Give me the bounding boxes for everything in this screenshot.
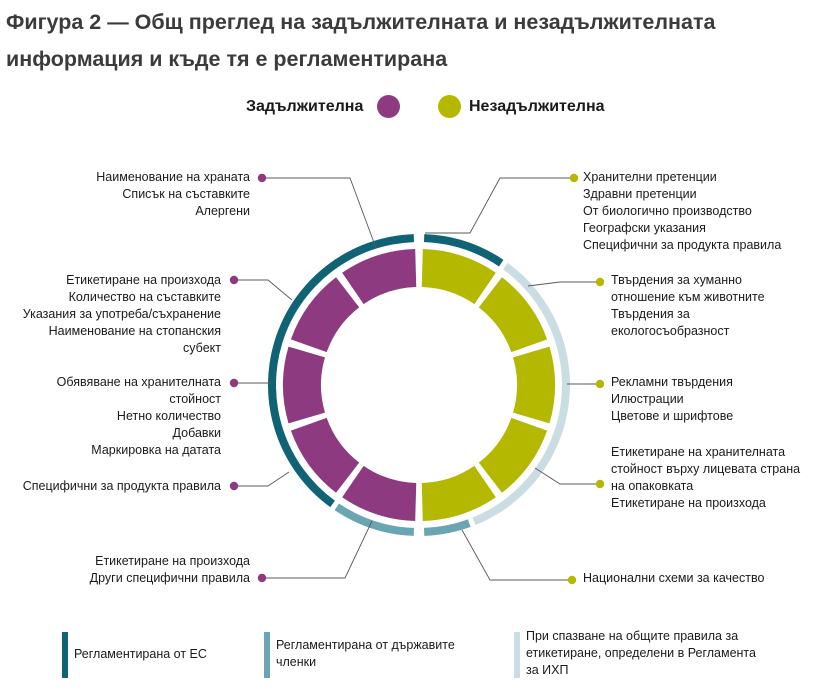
legend-fic-label: етикетиране, определени в Регламента [526, 646, 756, 660]
left-label-group-2 [23, 272, 221, 357]
title-line-1: Фигура 2 — Общ преглед на задължителната и незадължителната [6, 10, 716, 34]
left-label-group-4 [23, 478, 221, 495]
legend-member-states [264, 632, 504, 678]
label-line: Етикетиране на произхода [611, 496, 766, 510]
label-line: Обявяване на хранителната [56, 375, 221, 389]
label-line: Указания за употреба/съхранение [22, 307, 221, 321]
label-line: Цветове и шрифтове [611, 409, 734, 423]
legend-optional-label: Незадължителна [469, 98, 605, 115]
legend-mandatory-label: Задължителна [246, 98, 364, 115]
legend-fic-swatch [514, 632, 520, 678]
label-line: Твърдения за хуманно [611, 273, 742, 287]
label-line: отношение към животните [611, 290, 765, 304]
left-label-group-1 [96, 169, 250, 220]
legend-fic-label: за ИХП [526, 663, 569, 677]
label-line: Етикетиране на произхода [66, 273, 221, 287]
optional-segment [513, 347, 555, 424]
label-line: Здравни претенции [583, 187, 697, 201]
leader-line [425, 178, 572, 233]
leader-line [236, 280, 292, 300]
label-line: Алергени [195, 204, 250, 218]
legend-fic-label: При спазване на общите правила за [526, 629, 739, 643]
right-label-group-5 [583, 570, 764, 587]
left-label-group-5 [90, 553, 250, 587]
label-line: От биологично производство [583, 204, 752, 218]
leader-line [236, 472, 289, 486]
right-label-group-4 [611, 444, 800, 512]
label-line: Географски указания [583, 221, 706, 235]
mandatory-segment [291, 418, 359, 493]
label-line: Маркировка на датата [91, 443, 221, 457]
label-line: Национални схеми за качество [583, 571, 765, 585]
label-line: Специфични за продукта правила [583, 238, 782, 252]
label-line: Илюстрации [611, 392, 684, 406]
right-label-group-3 [611, 374, 733, 425]
label-line: екологосъобразност [611, 324, 730, 338]
legend-member-states-label: членки [276, 655, 317, 669]
leader-line [528, 282, 598, 286]
label-line: Наименование на стопанския [48, 324, 221, 338]
leader-line [462, 530, 570, 580]
label-line: на опаковката [611, 479, 694, 493]
leader-line [265, 178, 376, 248]
left-label-group-3 [57, 374, 221, 459]
label-line: Етикетиране на произхода [95, 554, 250, 568]
label-line: стойност върху лицевата страна [611, 462, 801, 476]
label-dot [596, 278, 604, 286]
right-label-group-2 [611, 272, 765, 340]
legend-eu-swatch [62, 632, 68, 678]
label-dot [230, 276, 238, 284]
right-label-group-1 [583, 169, 781, 254]
label-line: Други специфични правила [89, 571, 250, 585]
label-line: Рекламни твърдения [611, 375, 733, 389]
leader-line [535, 468, 598, 484]
legend-member-states-swatch [264, 632, 270, 678]
label-dot [596, 480, 604, 488]
label-dot [258, 574, 266, 582]
label-dot [230, 482, 238, 490]
label-dot [570, 174, 578, 182]
label-line: Нетно количество [116, 409, 221, 423]
legend-member-states-text [276, 637, 455, 671]
title-line-2: информация и къде тя е регламентирана [6, 47, 448, 71]
label-dot [230, 379, 238, 387]
label-line: Твърдения за [611, 307, 690, 321]
label-line: Етикетиране на хранителната [611, 445, 786, 459]
legend-eu-text [74, 646, 207, 663]
label-line: Специфични за продукта правила [22, 479, 221, 493]
label-line: Хранителни претенции [583, 170, 717, 184]
label-line: Количество на съставките [68, 290, 221, 304]
label-dot [596, 380, 604, 388]
label-line: стойност [169, 392, 221, 406]
legend-eu [62, 632, 262, 678]
label-line: Списък на съставките [122, 187, 250, 201]
label-line: Добавки [172, 426, 221, 440]
legend-eu-label: Регламентирана от ЕС [74, 647, 207, 661]
label-line: субект [183, 341, 221, 355]
label-dot [568, 576, 576, 584]
optional-segment [479, 277, 547, 352]
leader-line [265, 521, 372, 578]
mandatory-segment [291, 277, 359, 352]
optional-segment [479, 418, 547, 493]
label-dot [258, 174, 266, 182]
legend-fic [514, 629, 814, 678]
label-line: Наименование на храната [96, 170, 250, 184]
legend-member-states-label: Регламентирана от държавите [276, 638, 455, 652]
inner-ring [283, 249, 555, 521]
legend-fic-text [526, 628, 756, 679]
mandatory-segment [283, 347, 325, 424]
